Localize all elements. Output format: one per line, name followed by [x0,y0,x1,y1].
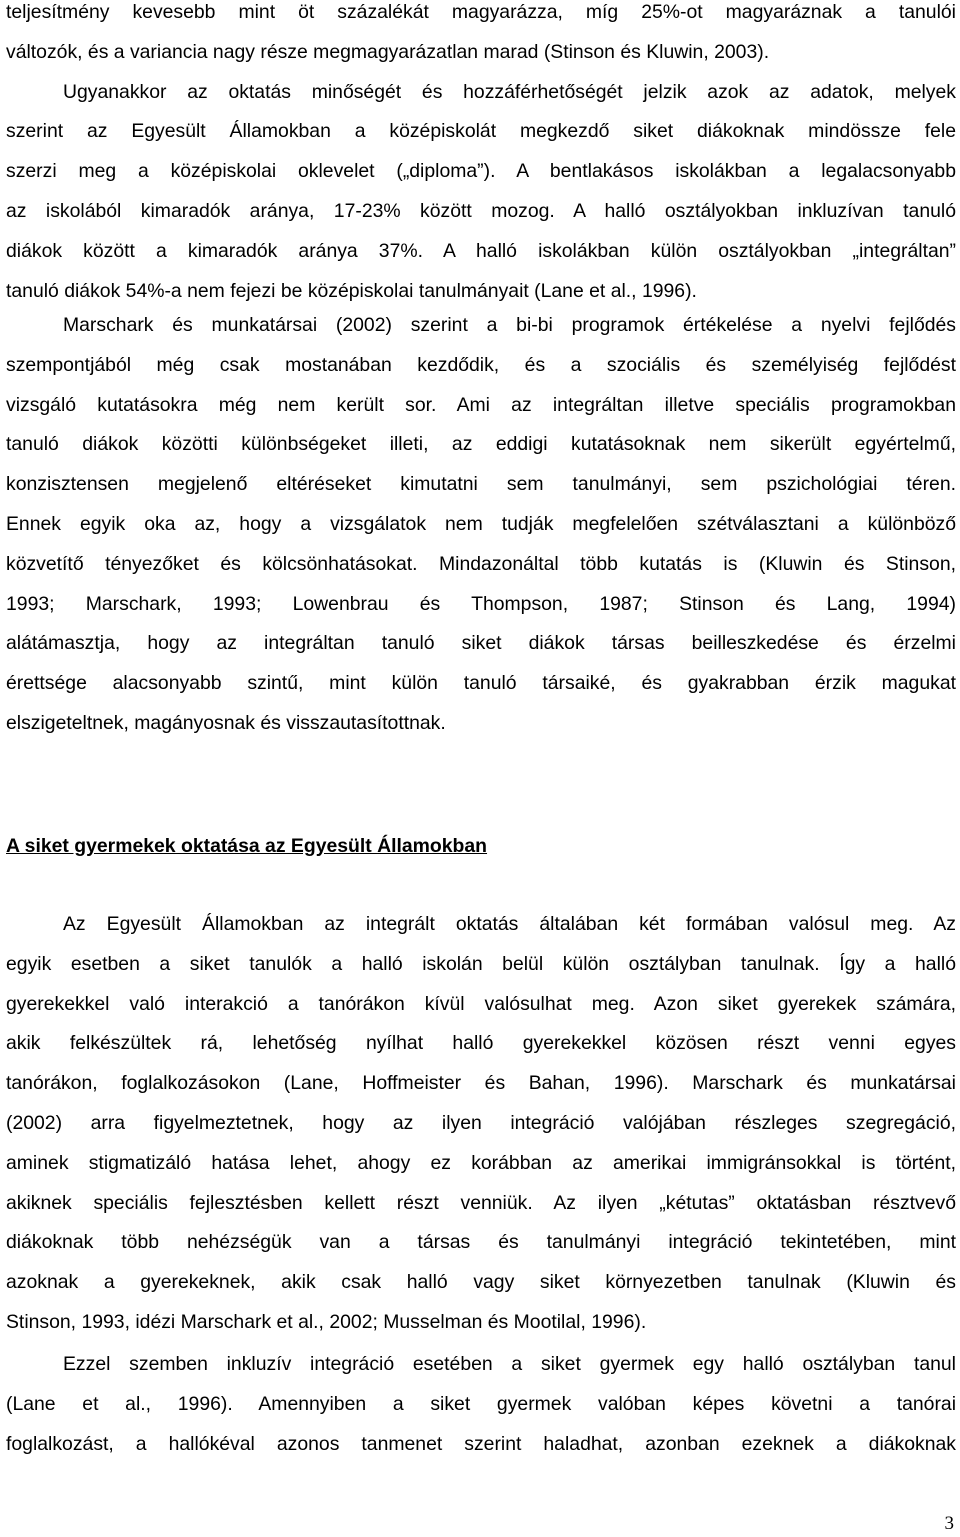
paragraph-3 [6,905,956,1343]
text-line: változók, és a variancia nagy része megmagyarázatlan marad (Stinson és Kluwin, 2003). [6,40,770,63]
text-line: egyik esetben a siket tanulók a halló iskolán belül külön osztályban tanulnak. Így a halló [6,952,956,975]
text-line: Az Egyesült Államokban az integrált oktatás általában két formában valósul meg. Az [63,913,956,935]
text-line: elszigeteltnek, magányosnak és visszautasítottnak. [6,711,446,734]
text-line: gyerekekkel való interakció a tanórákon kívül valósulhat meg. Azon siket gyerekek számára, [6,992,956,1015]
paragraph-2 [6,306,956,744]
text-line: akik felkészültek rá, lehetőség nyílhat halló gyerekekkel közösen részt venni egyes [6,1032,956,1055]
text-line: aminek stigmatizáló hatása lehet, ahogy ez korábban az amerikai immigránsokkal is történt, [6,1151,956,1174]
text-line: vizsgáló kutatásokra még nem került sor. Ami az integráltan illetve speciális programokban [6,393,956,416]
text-line: tanuló diákok 54%-a nem fejezi be középiskolai tanulmányait (Lane et al., 1996). [6,279,697,302]
text-line: szerzi meg a középiskolai oklevelet („diploma”). A bentlakásos iskolákban a legalacsonyabb [6,160,956,183]
text-line: Ugyanakkor az oktatás minőségét és hozzáférhetőségét jelzik azok az adatok, melyek [63,80,956,103]
text-line: Ezzel szemben inkluzív integráció esetében a siket gyermek egy halló osztályban tanul [63,1353,956,1375]
paragraph-4 [6,1345,956,1464]
text-line: érettsége alacsonyabb szintű, mint külön tanuló társaiké, és gyakrabban érzik magukat [6,672,956,695]
text-line: alátámasztja, hogy az integráltan tanuló siket diákok társas beilleszkedése és érzelmi [6,632,956,655]
section-heading: A siket gyermekek oktatása az Egyesült Államokban [6,835,488,857]
page-number: 3 [944,1513,954,1534]
text-line: tanórákon, foglalkozásokon (Lane, Hoffmeister és Bahan, 1996). Marschark és munkatársai [6,1072,956,1095]
text-line: azoknak a gyerekeknek, akik csak halló vagy siket környezetben tanulnak (Kluwin és [6,1271,956,1294]
text-line: Stinson, 1993, idézi Marschark et al., 2002; Musselman és Mootilal, 1996). [6,1310,647,1333]
text-line: Ennek egyik oka az, hogy a vizsgálatok nem tudják megfelelően szétválasztani a különböző [6,512,956,535]
text-line: 1993; Marschark, 1993; Lowenbrau és Thompson, 1987; Stinson és Lang, 1994) [6,592,956,615]
text-line: konzisztensen megjelenő eltéréseket kimutatni sem tanulmányi, sem pszichológiai téren. [6,473,956,496]
text-line: szempontjából még csak mostanában kezdődik, és a szociális és személyiség fejlődést [6,353,956,376]
text-line: az iskolából kimaradók aránya, 17-23% között mozog. A halló osztályokban inkluzívan tanuló [6,199,956,222]
document-page [6,0,956,1537]
text-line: (Lane et al., 1996). Amennyiben a siket gyermek valóban képes követni a tanórai [6,1392,956,1415]
text-line: akiknek speciális fejlesztésben kellett részt venniük. Az ilyen „kétutas” oktatásban résztvevő [6,1191,956,1214]
paragraph-1 [6,0,956,311]
text-line: teljesítmény kevesebb mint öt százalékát magyarázza, míg 25%-ot magyaráznak a tanulói [6,1,956,23]
text-line: Marschark és munkatársai (2002) szerint a bi-bi programok értékelése a nyelvi fejlődés [63,314,956,336]
text-line: közvetítő tényezőket és kölcsönhatásokat. Mindazonáltal több kutatás is (Kluwin és Stinson, [6,552,956,575]
text-line: diákok között a kimaradók aránya 37%. A halló iskolákban külön osztályokban „integráltan” [6,239,956,262]
text-line: diákoknak több nehézségük van a társas és tanulmányi integráció tekintetében, mint [6,1231,956,1254]
text-line: foglalkozást, a hallókéval azonos tanmenet szerint haladhat, azonban ezeknek a diákoknak [6,1432,956,1455]
text-line: (2002) arra figyelmeztetnek, hogy az ilyen integráció valójában részleges szegregáció, [6,1111,956,1134]
text-line: tanuló diákok közötti különbségeket illeti, az eddigi kutatásoknak nem sikerült egyértelmű, [6,433,956,456]
text-line: szerint az Egyesült Államokban a középiskolát megkezdő siket diákoknak mindössze fele [6,120,956,143]
